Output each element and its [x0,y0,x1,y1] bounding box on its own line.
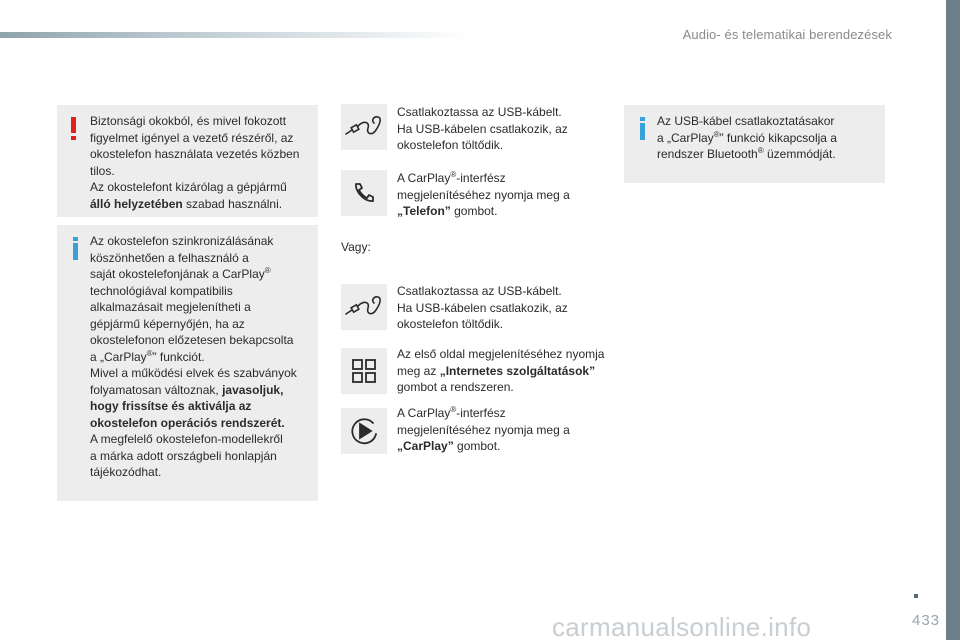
watermark: carmanualsonline.info [552,612,812,642]
usb-step-text-2: Csatlakoztassa az USB-kábelt. Ha USB-kábelen csatlakozik, az okostelefon töltődik. [397,284,568,331]
grid-apps-icon [351,358,377,384]
usb-step-text: Csatlakoztassa az USB-kábelt. Ha USB-kábelen csatlakozik, az okostelefon töltődik. [397,105,568,152]
or-label: Vagy: [341,240,371,254]
chapter-tab-bar [946,0,960,640]
warning-box [57,105,318,217]
carplay-step-text: A CarPlay®-interfész megjelenítéséhez nyomja meg a „CarPlay” gombot. [397,405,570,453]
phone-step-icon-box [341,170,387,216]
usb-step-icon-box [341,104,387,150]
header-rule [0,32,470,38]
usb-cable-icon [344,294,384,320]
info-box-usb-bluetooth [624,105,885,183]
warning-icon [71,117,76,140]
services-step-icon-box [341,348,387,394]
warning-text: Biztonsági okokból, és mivel fokozott figyelmet igényel a vezető részéről, az okostelefon használata vezetés közben tilos. Az okostelefont kizárólag a gépjármű álló helyzetében szabad használni. [90,114,300,211]
carplay-play-icon [348,415,380,447]
services-step-text: Az első oldal megjelenítéséhez nyomja meg az „Internetes szolgáltatások” gombot a rendszeren. [397,347,605,394]
info-icon [640,117,645,140]
phone-step-text: A CarPlay®-interfész megjelenítéséhez nyomja meg a „Telefon” gombot. [397,170,570,218]
usb-cable-icon [344,114,384,140]
carplay-step-icon-box [341,408,387,454]
usb-step-icon-box-2 [341,284,387,330]
info-box-carplay [57,225,318,501]
info-text: Az okostelefon szinkronizálásának köszönhetően a felhasználó a saját okostelefonjának a CarPlay® technológiával kompatibilis alkalmazásait megjelenítheti a gépjármű képernyőjén, ha az okostelefonon előzetesen bekapcsolta a „CarPlay®” funkciót. Mivel a működési elvek és szabványok folyamatosan változnak, javasoljuk, hogy frissítse és aktiválja az okostelefon operációs rendszerét. A megfelelő okostelefon-modellekről a márka adott országbeli honlapján tájékozódhat. [90,234,297,479]
info-text-right: Az USB-kábel csatlakoztatásakor a „CarPlay®” funkció kikapcsolja a rendszer Bluetooth® üzemmódját. [657,114,837,161]
info-icon [73,237,78,260]
phone-icon [351,180,377,206]
page-number: 433 [912,612,941,629]
page-marker [914,594,918,598]
page-header-title: Audio- és telematikai berendezések [682,27,892,42]
